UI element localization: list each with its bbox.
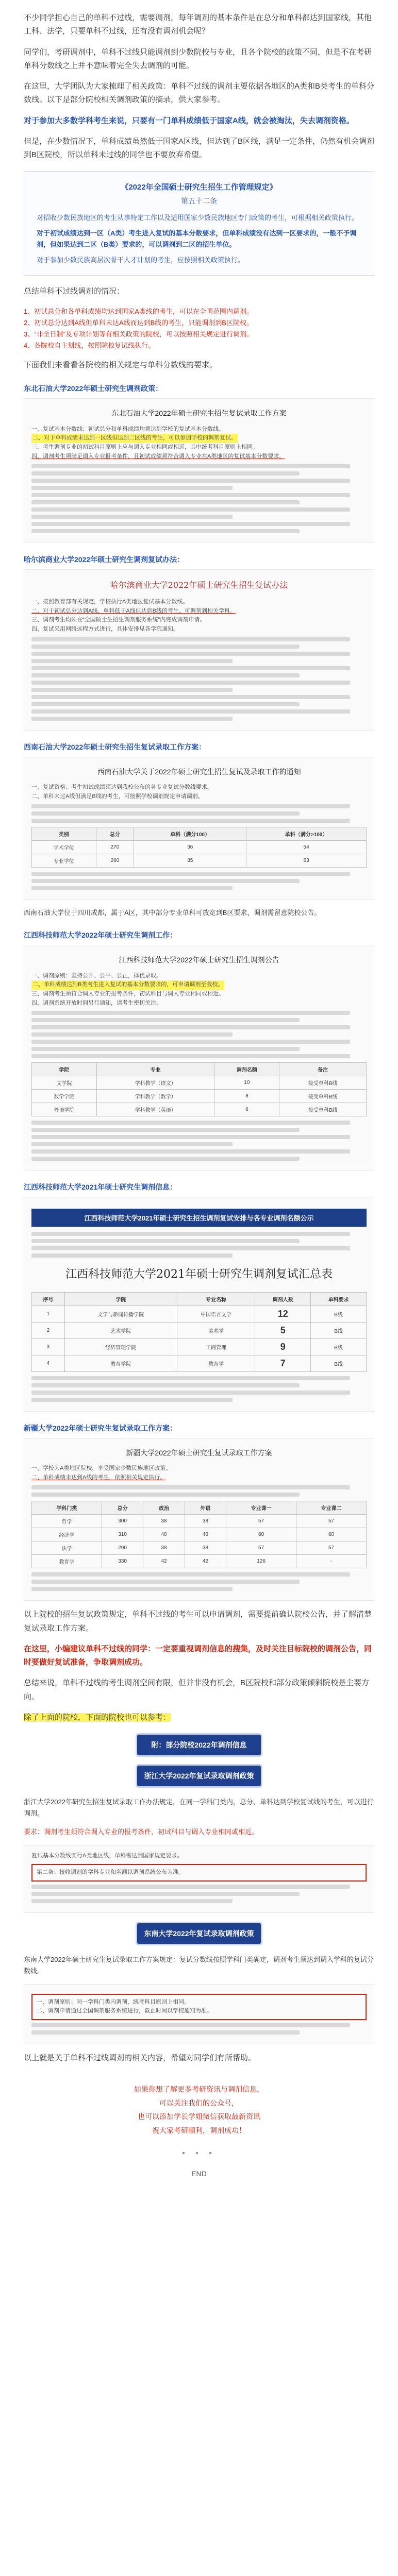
rule-4: 4、各院校自主划线，按照院校复试线执行。	[24, 341, 155, 349]
table-cell: 3	[32, 1338, 65, 1355]
table-cell: 6	[214, 1103, 279, 1116]
table-cell: 60	[296, 1528, 367, 1541]
table-header: 专业名称	[177, 1292, 255, 1306]
table-row	[32, 1555, 367, 1568]
policy-card-item-3: 对于参加少数民族高层次骨干人才计划的考生，应按照相关政策执行。	[37, 256, 245, 264]
quota-table	[31, 1062, 367, 1116]
policy-document-screenshot	[24, 1984, 374, 2044]
document-title: 江西科技师范大学2021年硕士研究生调剂复试汇总表	[65, 1268, 333, 1281]
table-cell: 1	[32, 1306, 65, 1322]
document-title: 江西科技师范大学2022年硕士研究生招生调剂公告	[119, 956, 279, 964]
document-line: 四、调剂系统开放时间另行通知，请考生密切关注。	[31, 999, 162, 1006]
table-cell: 12	[255, 1306, 311, 1322]
intro-paragraph-3: 在这里，大学团队为大家梳理了相关政策：单科不过线的调剂主要依据各地区的A类和B类考生的单科分数线。以下是部分院校相关调剂政策的摘录，供大家参考。	[24, 82, 375, 105]
table-header: 总分	[96, 827, 134, 841]
subsection-paragraph: 东南大学2022年硕士研究生复试录取工作方案规定：复试分数线按照学科门类确定，调剂考生须达到调入学科的复试分数线。	[24, 1955, 374, 1975]
rule-1: 1、初试总分和各单科成绩均达到国家A类线的考生，可以在全国范围内调剂。	[24, 307, 253, 315]
table-cell: 学科教学（数学）	[96, 1090, 214, 1103]
document-line-underlined: 二、对于初试总分达到A线、单科低于A线但达到B线的考生，可调剂到相关学科。	[31, 607, 236, 614]
subsection-label: 浙江大学2022年复试录取调剂政策	[137, 1766, 261, 1786]
subsection-label: 东南大学2022年复试录取调剂政策	[137, 1923, 261, 1944]
rules-heading: 总结单科不过线调剂的情况：	[24, 287, 125, 296]
table-cell: B线	[311, 1306, 367, 1322]
table-cell: 经济学	[32, 1528, 102, 1541]
document-title: 西南石油大学关于2022年硕士研究生招生复试及录取工作的通知	[97, 767, 301, 776]
table-cell: 哲学	[32, 1515, 102, 1528]
intro-paragraph-5: 但是，在少数情况下，单科成绩虽然低于国家A区线，但达到了B区线，满足一定条件，仍然有机会调剂到B区院校，所以单科未过线的同学也不要放弃希望。	[24, 137, 375, 159]
table-cell: B线	[311, 1338, 367, 1355]
document-line: 三、调剂考生均须在“全国硕士生招生调剂服务系统”内完成调剂申请。	[31, 617, 206, 623]
table-cell: 教育学	[32, 1555, 102, 1568]
end-mark: END	[191, 2169, 207, 2178]
document-title: 东北石油大学2022年硕士研究生招生复试录取工作方案	[111, 409, 287, 418]
highlight-box	[31, 1864, 367, 1882]
table-cell: 艺术学院	[64, 1322, 177, 1338]
table-cell: 290	[102, 1541, 143, 1555]
highlight-line: 除了上面的院校，下面的院校也可以参考：	[24, 1713, 171, 1722]
table-cell: B线	[311, 1355, 367, 1371]
document-line: 三、考生调剂专业的初试科目原则上应与调入专业相同或相近，其中统考科目原则上相同。	[31, 444, 258, 450]
table-row	[32, 1090, 367, 1103]
table-cell: 7	[255, 1355, 311, 1371]
table-cell: 57	[296, 1515, 367, 1528]
intro-paragraph-1: 不少同学担心自己的单科不过线，需要调剂，每年调剂的基本条件是在总分和单科都达到国家线，其他工科、法学，只要单科不过线，还有没有调剂机会呢？	[24, 13, 372, 36]
policy-card-item-2: 对于初试成绩达到一区（A类）考生进入复试的基本分数要求，但单科成绩没有达到一区要求的，一般不予调剂，但如果达到二区（B类）要求的，可以调剂到二区的招生单位。	[37, 229, 357, 249]
table-row	[32, 854, 367, 868]
adjustment-table	[31, 1292, 367, 1372]
table-cell: 38	[185, 1515, 226, 1528]
table-cell: 38	[185, 1541, 226, 1555]
document-line: 第二条：接收调剂的学科专业和名额以调剂系统公布为准。	[37, 1869, 184, 1875]
score-table	[31, 827, 367, 868]
document-line: 二、单科未过A线但满足B线的考生，可按照学校调剂规定申请调剂。	[31, 793, 204, 800]
table-cell: 工商管理	[177, 1338, 255, 1355]
table-cell: 57	[226, 1541, 296, 1555]
table-cell: 接受单科B线	[279, 1103, 367, 1116]
table-cell: 300	[102, 1515, 143, 1528]
table-header: 学院	[32, 1063, 97, 1076]
table-header: 调剂人数	[255, 1292, 311, 1306]
table-cell: 教育学院	[64, 1355, 177, 1371]
footer-line: 可以关注我们的公众号，	[159, 2098, 239, 2107]
policy-document-screenshot	[24, 757, 374, 901]
table-cell: 美术学	[177, 1322, 255, 1338]
table-cell: 学科教学（语文）	[96, 1076, 214, 1090]
table-cell: 文学与新闻传播学院	[64, 1306, 177, 1322]
table-header: 外语	[185, 1501, 226, 1515]
table-cell: 330	[102, 1555, 143, 1568]
policy-card	[24, 171, 374, 276]
table-header: 政治	[143, 1501, 185, 1515]
table-cell: 310	[102, 1528, 143, 1541]
policy-card-subtitle: 第五十二条	[181, 196, 217, 205]
table-cell: 42	[185, 1555, 226, 1568]
table-row	[32, 1103, 367, 1116]
table-row	[32, 1515, 367, 1528]
table-header: 类别	[32, 827, 96, 841]
table-cell: 60	[226, 1528, 296, 1541]
table-cell: 5	[255, 1322, 311, 1338]
table-cell: 35	[134, 854, 246, 868]
table-row	[32, 1355, 367, 1371]
table-cell: 9	[255, 1338, 311, 1355]
table-cell: 学科教学（英语）	[96, 1103, 214, 1116]
table-header: 专业课一	[226, 1501, 296, 1515]
policy-document-screenshot	[24, 398, 374, 543]
table-cell: 经济管理学院	[64, 1338, 177, 1355]
document-line: 一、按照教育部有关规定，学校执行A类地区复试基本分数线。	[31, 599, 189, 605]
table-cell: 40	[143, 1528, 185, 1541]
school-heading: 东北石油大学2022年硕士研究生调剂政策：	[24, 384, 163, 393]
footer	[24, 2082, 374, 2137]
footer-line: 祝大家考研顺利，调剂成功！	[152, 2126, 246, 2134]
highlight-box	[31, 1994, 367, 2020]
score-line-table	[31, 1501, 367, 1568]
subsection-paragraph: 浙江大学2022年研究生招生复试录取工作办法规定，在同一学科门类内，总分、单科达到学校复试线的考生，可以进行调剂。	[24, 1798, 374, 1818]
table-row	[32, 1338, 367, 1355]
school-heading: 哈尔滨商业大学2022年硕士研究生调剂复试办法：	[24, 555, 185, 564]
policy-card-title: 《2022年全国硕士研究生招生工作管理规定》	[121, 183, 277, 192]
table-row	[32, 1528, 367, 1541]
closing-paragraph: 以上就是关于单科不过线调剂的相关内容，希望对同学们有所帮助。	[24, 2053, 256, 2062]
school-heading: 江西科技师范大学2021年硕士研究生调剂信息：	[24, 1183, 177, 1192]
school-heading: 新疆大学2022年硕士研究生复试录取工作方案：	[24, 1423, 177, 1432]
policy-document-screenshot	[24, 1845, 374, 1912]
section-pill: 附：部分院校2022年调剂信息	[137, 1735, 261, 1755]
table-cell: 10	[214, 1076, 279, 1090]
summary-paragraph-2: 在这里，小编建议单科不过线的同学：一定要重视调剂信息的搜集，及时关注目标院校的调剂公告，同时要做好复试准备，争取调剂成功。	[24, 1644, 372, 1667]
table-cell: 教育学	[177, 1355, 255, 1371]
policy-document-screenshot	[24, 945, 374, 1171]
divider-dots: • • •	[182, 2148, 216, 2158]
table-row	[32, 1541, 367, 1555]
table-cell: 接受单科B线	[279, 1090, 367, 1103]
summary-paragraph-1: 以上院校的招生复试政策规定，单科不过线的考生可以申请调剂，需要提前确认院校公告，并了解清楚复试录取工作方案。	[24, 1610, 372, 1633]
policy-document-screenshot	[24, 1197, 374, 1412]
table-cell: 40	[185, 1528, 226, 1541]
policy-document-screenshot	[24, 569, 374, 730]
table-row	[32, 1322, 367, 1338]
table-cell: 专业学位	[32, 854, 96, 868]
table-row	[32, 1076, 367, 1090]
table-cell: 接受单科B线	[279, 1076, 367, 1090]
document-banner: 江西科技师范大学2021年硕士研究生招生调剂复试安排与各专业调剂名额公示	[31, 1209, 367, 1227]
document-line-highlighted: 二、单科成绩达到B类考生进入复试的基本分数要求的，可申请调剂至我校。	[31, 980, 224, 990]
table-header: 调剂名额	[214, 1063, 279, 1076]
document-line: 一、调剂原则：坚持公开、公平、公正，择优录取。	[31, 972, 162, 979]
table-cell: 外语学院	[32, 1103, 97, 1116]
document-line: 一、复试资格：考生初试成绩须达到我校公布的各专业复试分数线要求。	[31, 784, 213, 790]
list-note: 下面我们来看看各院校的相关规定与单科分数线的要求。	[24, 361, 218, 369]
table-header: 总分	[102, 1501, 143, 1515]
document-line-underlined: 二、单科成绩未达到A线的考生，依照相关规定执行。	[31, 1474, 166, 1481]
table-cell: 法学	[32, 1541, 102, 1555]
table-cell: 4	[32, 1355, 65, 1371]
subsection-paragraph-red: 要求：调剂考生须符合调入专业的报考条件，初试科目与调入专业相同或相近。	[24, 1828, 259, 1836]
footer-line: 如果你想了解更多考研资讯与调剂信息，	[134, 2085, 264, 2094]
table-cell: 学术学位	[32, 841, 96, 854]
school-heading: 江西科技师范大学2022年硕士研究生调剂工作：	[24, 931, 177, 940]
table-cell: 42	[143, 1555, 185, 1568]
school-heading: 西南石油大学2022年硕士研究生招生复试录取工作方案：	[24, 742, 206, 751]
table-row	[32, 841, 367, 854]
table-cell: 36	[134, 841, 246, 854]
table-cell: -	[296, 1555, 367, 1568]
document-line: 三、调剂考生须符合调入专业的报考条件，初试科目与调入专业相同或相近。	[31, 990, 224, 997]
table-cell: 中国语言文学	[177, 1306, 255, 1322]
document-line: 一、复试基本分数线：初试总分和单科成绩均须达到学校的复试基本分数线。	[31, 426, 224, 432]
table-header: 备注	[279, 1063, 367, 1076]
table-header: 学院	[64, 1292, 177, 1306]
document-line: 复试基本分数线实行A类地区线，单科需达到国家规定要求。	[31, 1853, 183, 1859]
document-line: 一、学校为A类地区院校，享受国家少数民族地区政策。	[31, 1465, 172, 1472]
table-header: 专业课二	[296, 1501, 367, 1515]
document-title: 新疆大学2022年硕士研究生复试录取工作方案	[126, 1448, 272, 1457]
table-cell: 8	[214, 1090, 279, 1103]
table-cell: 38	[143, 1515, 185, 1528]
table-header: 序号	[32, 1292, 65, 1306]
intro-paragraph-4: 对于参加大多数学科考生来说，只要有一门单科成绩低于国家A线，就会被淘汰，失去调剂资格。	[24, 116, 354, 125]
footer-line: 也可以添加学长学姐微信获取最新资讯	[138, 2112, 260, 2121]
intro-paragraph-2: 同学们，考研调剂中，单科不过线只能调剂到少数院校与专业，且各个院校的政策不同，但是不在考研单科分数线之上并不意味着完全失去调剂的可能。	[24, 47, 372, 70]
document-line: 四、复试采用网络远程方式进行，具体安排见各学院通知。	[31, 625, 179, 632]
policy-document-screenshot	[24, 1438, 374, 1601]
article	[24, 0, 374, 2178]
table-cell: 2	[32, 1322, 65, 1338]
document-line-highlighted: 二、对于单科成绩未达到一区线但达到二区线的考生，可以参加学校的调剂复试。	[31, 434, 238, 443]
table-cell: 38	[143, 1541, 185, 1555]
table-cell: B线	[311, 1322, 367, 1338]
table-cell: 57	[296, 1541, 367, 1555]
school-note: 西南石油大学位于四川成都，属于A区，其中部分专业单科可放宽到B区要求，调剂需留意院校公告。	[24, 909, 321, 917]
table-header: 专业	[96, 1063, 214, 1076]
table-cell: 数学学院	[32, 1090, 97, 1103]
rule-3: 3、“非全日制”及专项计划等有相关政策的院校，可以按照相关规定进行调剂。	[24, 330, 253, 338]
document-line: 一、调剂原则：同一学科门类内调剂，统考科目原则上相同。	[37, 1998, 190, 2005]
table-row	[32, 1306, 367, 1322]
table-cell: 53	[246, 854, 367, 868]
document-line: 二、调剂申请通过全国调剂服务系统进行，截止时间以学校通知为准。	[37, 2008, 212, 2014]
table-header: 学科门类	[32, 1501, 102, 1515]
table-header: 单科（满分100）	[134, 827, 246, 841]
rule-2: 2、初试总分达到A线但单科未达A线而达到B线的考生，只能调剂到B区院校。	[24, 318, 253, 327]
table-cell: 270	[96, 841, 134, 854]
policy-card-item-1: 对招收少数民族地区的考生从事特定工作以及适用国家少数民族地区专门政策的考生，可根据相关政策执行。	[37, 214, 359, 222]
summary-paragraph-3: 总结来说，单科不过线的考生调剂空间有限，但并非没有机会，B区院校和部分政策倾斜院校是主要方向。	[24, 1679, 370, 1701]
document-title: 哈尔滨商业大学2022年硕士研究生招生复试办法	[110, 580, 288, 590]
table-header: 单科（满分>100）	[246, 827, 367, 841]
table-cell: 54	[246, 841, 367, 854]
table-cell: 260	[96, 854, 134, 868]
document-line-underlined: 四、调剂考生须满足调入专业报考条件，且初试成绩须符合调入专业在A类地区的复试基本分数要求。	[31, 453, 285, 460]
table-cell: 文学院	[32, 1076, 97, 1090]
table-cell: 126	[226, 1555, 296, 1568]
table-cell: 57	[226, 1515, 296, 1528]
table-header: 单科要求	[311, 1292, 367, 1306]
